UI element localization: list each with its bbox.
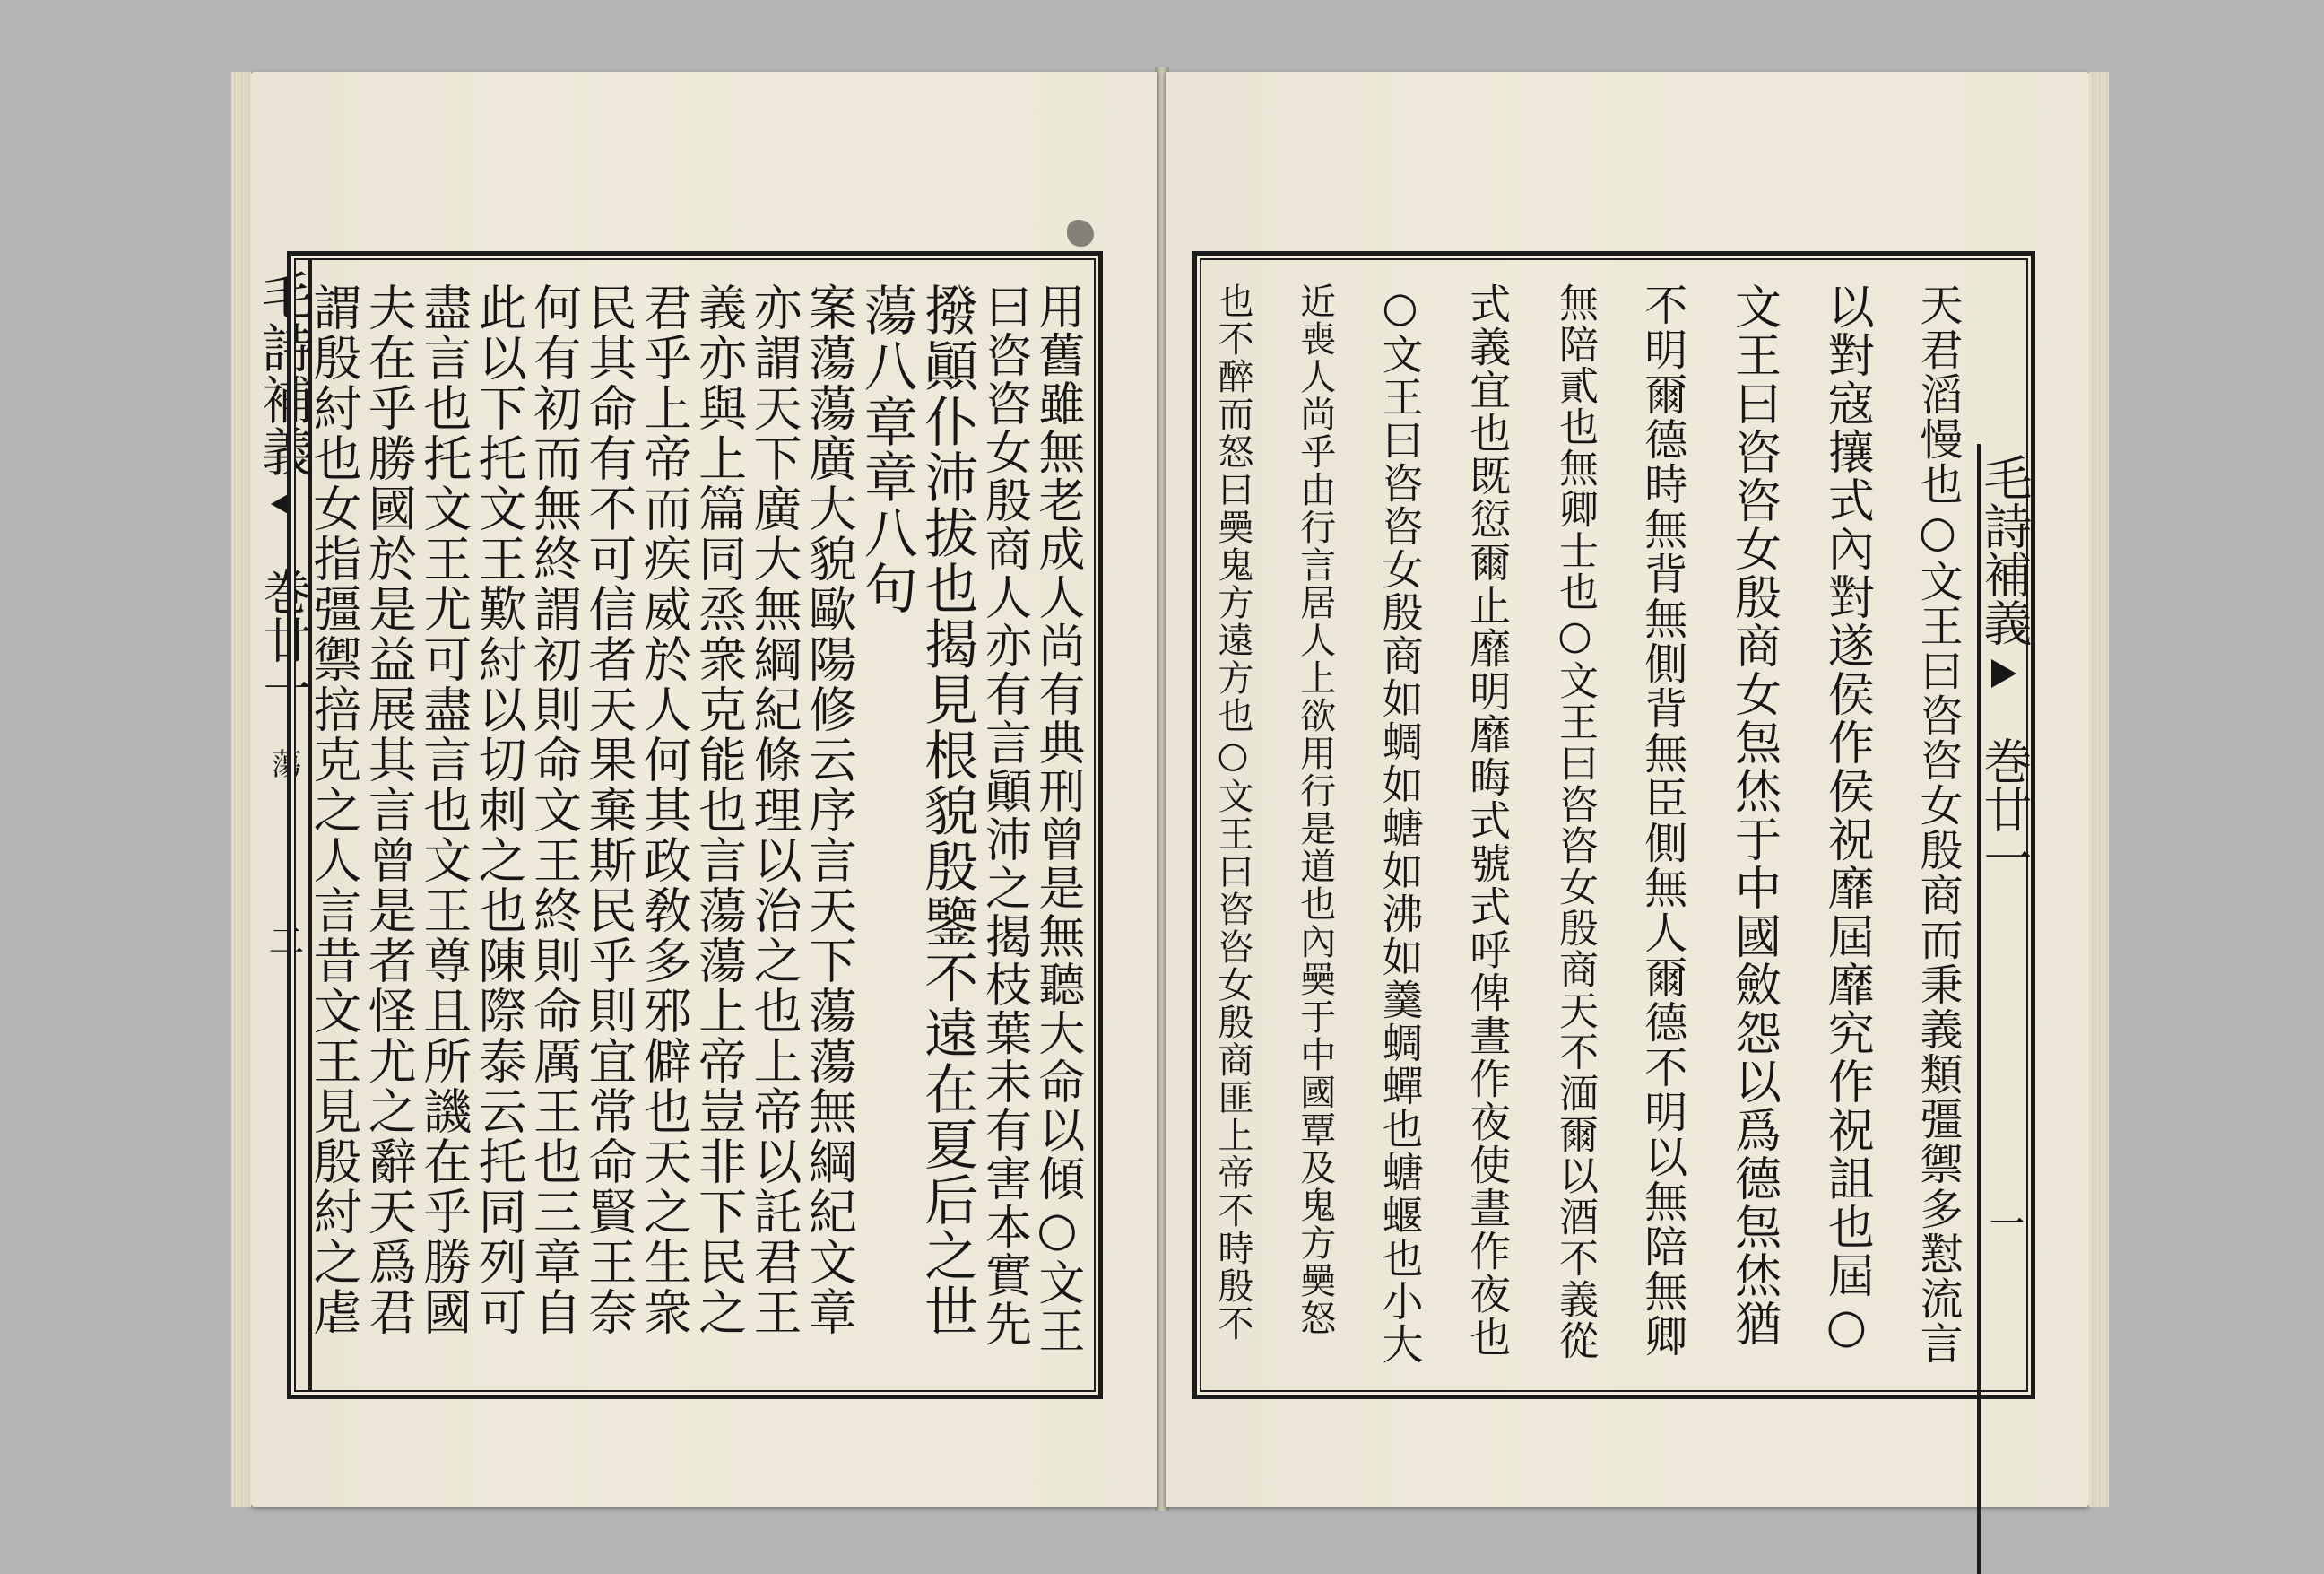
section-label: 蕩	[265, 748, 301, 778]
text-column: 亦謂天下廣大無綱紀條理以治之也上帝以託君王	[746, 283, 802, 1337]
fishtail-mark-icon	[1991, 659, 2016, 688]
text-column: 此以下托文王歎紂以切刺之也陳際泰云托同列可	[471, 283, 528, 1337]
text-column: 盡言也托文王尤可盡言也文王尊且所譏在乎勝國	[415, 283, 473, 1337]
text-column: 以對寇攘式內對遂侯作侯祝靡屆靡究作祝詛也屆○	[1819, 283, 1874, 1355]
text-column: 不明爾德時無背無側背無臣側無人爾德不明以無陪無卿	[1636, 283, 1687, 1359]
text-column: 蕩八章章八句	[854, 283, 918, 616]
chapter-label: 巻廿一	[1976, 736, 2033, 882]
text-column: 式義宜也既愆爾止靡明靡晦式號式呼俾晝作夜使晝作夜也	[1463, 283, 1513, 1359]
left-text-columns	[306, 283, 1084, 1368]
text-column: 謂殷紂也女指彊禦掊克之人言昔文王見殷紂之虐	[306, 283, 362, 1337]
text-column: 曰咨咨女殷商人亦有言顚沛之揭枝葉未有害本實先	[976, 283, 1031, 1348]
right-margin-title	[1976, 444, 2033, 1574]
right-page	[1166, 72, 2089, 1507]
text-column: 無陪貳也無卿士也○文王曰咨咨女殷商天不湎爾以酒不義從	[1552, 283, 1598, 1361]
left-text-frame	[287, 251, 1103, 1399]
text-column: 案蕩蕩廣大貌歐陽修云序言天下蕩蕩無綱紀文章	[801, 283, 858, 1337]
right-page-edge	[2089, 72, 2109, 1507]
text-column: 民其命有不可信者天果棄斯民乎則宜常命賢王奈	[580, 283, 637, 1337]
open-book	[224, 54, 2098, 1525]
right-text-columns	[1212, 283, 1963, 1368]
text-column: 用舊雖無老成人尚有典刑曾是無聽大命以傾○文王	[1029, 283, 1084, 1355]
text-column: 天君滔慢也○文王曰咨咨女殷商而秉義類彊禦多懟流言	[1912, 283, 1963, 1366]
text-column: 也不醉而怒曰奰鬼方遠方也○文王曰咨咨女殷商匪上帝不時殷不	[1212, 283, 1253, 1343]
folio-number: 一	[1983, 1204, 2025, 1240]
text-column: 君乎上帝而疾威於人何其政敎多邪僻也天之生衆	[636, 283, 693, 1337]
folio-number: 二	[263, 922, 304, 958]
text-column: 文王曰咨咨女殷商女炰烋于中國斂怨以爲德炰烋猶	[1726, 283, 1781, 1348]
text-column: 義亦與上篇同烝衆克能也言蕩蕩上帝豈非下民之	[690, 283, 748, 1337]
text-column: 何有初而無終謂初則命文王終則命厲王也三章自	[525, 283, 583, 1337]
right-text-frame	[1192, 251, 2035, 1399]
book-title: 毛詩補義	[253, 269, 314, 477]
chapter-label: 巻廿一	[256, 567, 312, 712]
ink-stain	[1067, 220, 1094, 247]
text-column: 夫在乎勝國於是益展其言曾是者怪尤之辭天爲君	[360, 283, 418, 1337]
book-title: 毛詩補義	[1976, 453, 2033, 647]
left-page	[251, 72, 1157, 1507]
text-column: 撥顚仆沛拔也揭見根貌殷鑒不遠在夏后之世	[915, 283, 979, 1339]
text-column: ○文王曰咨咨女殷商如蜩如螗如沸如羹蜩蟬也螗蝘也小大	[1375, 283, 1425, 1366]
text-column: 近喪人尚乎由行言居人上欲用行是道也內奰于中國覃及鬼方奰怒	[1294, 283, 1336, 1337]
left-page-edge	[231, 72, 251, 1507]
